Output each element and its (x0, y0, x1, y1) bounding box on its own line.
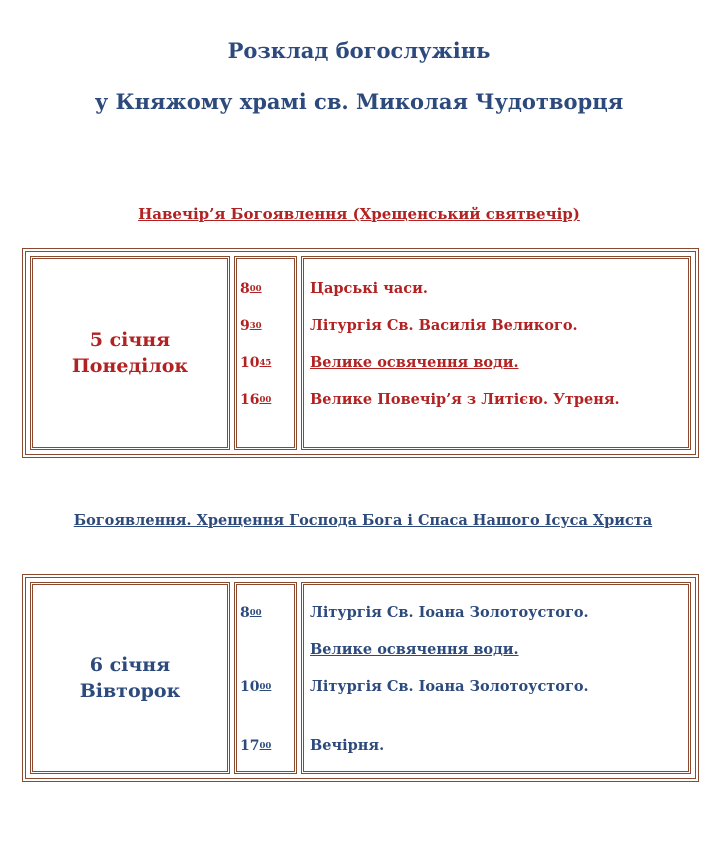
time-entry: 9 30 (240, 317, 262, 334)
time-entry (237, 631, 294, 668)
spacer (304, 705, 688, 727)
section2-weekday: Вівторок (79, 680, 181, 702)
service-entry: Літургія Св. Іоана Золотоустого. (310, 604, 589, 621)
spacer (237, 705, 294, 727)
section2-date: 6 січня (89, 654, 171, 676)
service-entry: Вечірня. (310, 737, 385, 754)
page-title: Розклад богослужінь (227, 38, 491, 63)
page-subtitle: у Княжому храмі св. Миколая Чудотворця (94, 89, 624, 114)
section1-schedule-table (22, 248, 699, 458)
time-entry: 10 45 (240, 354, 272, 371)
section2-heading: Богоявлення. Хрещення Господа Бога і Спаса Нашого Ісуса Христа (73, 512, 653, 529)
section1-times-cell (234, 256, 297, 450)
section1-day-cell (30, 256, 230, 450)
time-entry: 8 00 (240, 280, 262, 297)
service-entry: Велике Повечір’я з Литією. Утреня. (310, 391, 620, 408)
section1-date: 5 січня (89, 329, 171, 351)
section1-heading: Навечір’я Богоявлення (Хрещенський святвечір) (138, 205, 580, 223)
time-entry: 8 00 (240, 604, 262, 621)
service-entry: Літургія Св. Іоана Золотоустого. (310, 678, 589, 695)
section2-services-cell (301, 582, 691, 774)
section2-day-cell (30, 582, 230, 774)
section2-times-cell (234, 582, 297, 774)
section1-services-cell (301, 256, 691, 450)
section2-schedule-table (22, 574, 699, 782)
time-entry: 17 00 (240, 737, 272, 754)
time-entry: 10 00 (240, 678, 272, 695)
service-entry: Велике освячення води. (310, 354, 519, 371)
service-entry: Велике освячення води. (310, 641, 519, 658)
time-entry: 16 00 (240, 391, 272, 408)
service-entry: Літургія Св. Василія Великого. (310, 317, 578, 334)
service-entry: Царські часи. (310, 280, 428, 297)
section1-weekday: Понеділок (71, 355, 189, 377)
